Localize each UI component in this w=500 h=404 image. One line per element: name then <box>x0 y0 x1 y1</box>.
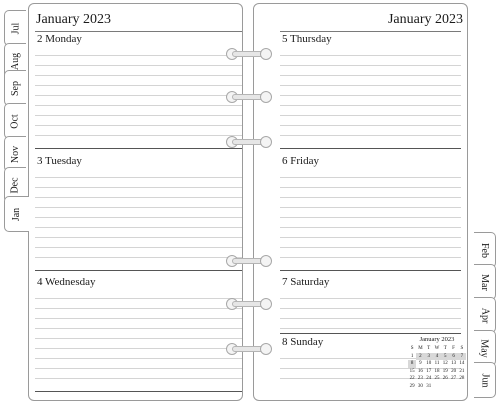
tab-apr[interactable] <box>474 297 496 333</box>
writing-line <box>280 328 461 329</box>
tab-jun[interactable] <box>474 362 496 398</box>
mini-calendar-day: 22 <box>409 376 415 381</box>
mini-calendar-day: 31 <box>426 383 432 389</box>
writing-line <box>280 125 461 126</box>
mini-calendar-day: 26 <box>442 376 448 381</box>
writing-line <box>35 348 242 349</box>
binder-ring-icon <box>226 343 272 355</box>
tab-feb[interactable] <box>474 232 496 268</box>
writing-line <box>280 247 461 248</box>
mini-calendar-day: 14 <box>459 361 465 366</box>
writing-line <box>35 95 242 96</box>
binder-ring-icon <box>226 91 272 103</box>
tab-label: Dec <box>9 176 21 194</box>
tab-jan[interactable] <box>4 196 29 232</box>
writing-line <box>280 105 461 106</box>
page-title: January 2023 <box>387 12 463 27</box>
mini-calendar-day: 27 <box>451 376 457 381</box>
day-label: 3 Tuesday <box>37 155 82 167</box>
day-label: 6 Friday <box>282 155 319 167</box>
mini-calendar-weekday: F <box>452 346 455 351</box>
writing-line <box>35 135 242 136</box>
mini-calendar-day: 5 <box>441 353 449 361</box>
mini-calendar-title: January 2023 <box>419 336 455 343</box>
left-planner-page <box>28 3 243 401</box>
mini-calendar-day: 3 <box>425 353 433 361</box>
writing-line <box>35 308 242 309</box>
day-divider <box>35 391 242 392</box>
day-block-thursday[interactable] <box>280 31 461 149</box>
writing-line <box>35 318 242 319</box>
mini-calendar-day: 18 <box>434 368 440 374</box>
binder-ring-icon <box>226 136 272 148</box>
day-block-friday[interactable] <box>280 153 461 271</box>
writing-line <box>280 298 461 299</box>
writing-line <box>280 135 461 136</box>
tab-label: Oct <box>9 113 21 129</box>
mini-calendar-weekday: S <box>410 346 414 351</box>
writing-line <box>35 368 242 369</box>
writing-line <box>35 105 242 106</box>
writing-line <box>280 95 461 96</box>
writing-line <box>280 187 461 188</box>
mini-calendar-weekday: W <box>434 346 440 351</box>
writing-line <box>35 197 242 198</box>
mini-calendar-day: 15 <box>409 368 415 374</box>
writing-line <box>35 247 242 248</box>
day-label: 2 Monday <box>37 33 82 45</box>
day-divider <box>35 148 242 149</box>
writing-line <box>35 187 242 188</box>
writing-line <box>280 197 461 198</box>
mini-calendar-day: 17 <box>426 368 432 374</box>
mini-calendar-day <box>433 383 441 391</box>
writing-line <box>280 217 461 218</box>
mini-calendar-day: 29 <box>409 383 415 389</box>
writing-line <box>35 125 242 126</box>
binder-ring-icon <box>226 298 272 310</box>
mini-calendar-day: 16 <box>417 368 423 374</box>
writing-line <box>35 237 242 238</box>
mini-calendar-day <box>449 383 457 391</box>
page-title: January 2023 <box>36 12 112 27</box>
binder-ring-icon <box>226 48 272 60</box>
day-divider <box>280 148 461 149</box>
day-label: 4 Wednesday <box>37 276 96 288</box>
writing-line <box>35 338 242 339</box>
binder-ring-icon <box>226 255 272 267</box>
writing-line <box>35 298 242 299</box>
mini-calendar-day: 23 <box>417 376 423 381</box>
mini-calendar-day: 10 <box>426 361 432 366</box>
writing-line <box>35 257 242 258</box>
mini-calendar-weekday: S <box>460 346 464 351</box>
day-block-monday[interactable] <box>35 31 242 149</box>
writing-line <box>35 328 242 329</box>
writing-line <box>35 55 242 56</box>
writing-line <box>280 257 461 258</box>
writing-line <box>280 318 461 319</box>
mini-calendar-day: 11 <box>434 361 440 366</box>
tab-label: Feb <box>479 242 490 258</box>
tab-label: Nov <box>9 145 21 163</box>
mini-calendar-day: 6 <box>449 353 457 361</box>
mini-calendar-day: 7 <box>458 353 466 361</box>
tab-label: Jul <box>9 22 21 34</box>
mini-calendar-day: 20 <box>451 368 457 374</box>
mini-calendar <box>408 336 466 390</box>
mini-calendar-day: 1 <box>410 353 414 359</box>
day-block-wednesday[interactable] <box>35 274 242 392</box>
writing-line <box>280 237 461 238</box>
writing-line <box>280 115 461 116</box>
day-label: 8 Sunday <box>282 336 324 348</box>
mini-calendar-day: 9 <box>419 361 422 366</box>
day-label: 5 Thursday <box>282 33 332 45</box>
writing-line <box>35 115 242 116</box>
mini-calendar-day: 30 <box>417 383 423 389</box>
mini-calendar-day: 13 <box>451 361 457 366</box>
tab-mar[interactable] <box>474 264 496 300</box>
writing-line <box>35 85 242 86</box>
day-divider <box>280 270 461 271</box>
mini-calendar-day: 12 <box>442 361 448 366</box>
mini-calendar-day: 8 <box>408 360 416 368</box>
tab-label: May <box>479 338 490 358</box>
writing-line <box>280 227 461 228</box>
mini-calendar-weekday: T <box>427 346 431 351</box>
writing-line <box>35 217 242 218</box>
writing-line <box>35 358 242 359</box>
tab-label: Aug <box>9 52 21 70</box>
tab-label: Apr <box>479 307 490 323</box>
mini-calendar-day <box>458 383 466 391</box>
writing-line <box>35 378 242 379</box>
day-block-tuesday[interactable] <box>35 153 242 271</box>
mini-calendar-day: 21 <box>459 368 465 374</box>
writing-line <box>280 65 461 66</box>
writing-line <box>35 227 242 228</box>
tab-may[interactable] <box>474 330 496 366</box>
mini-calendar-weekday: T <box>443 346 447 351</box>
writing-line <box>280 85 461 86</box>
mini-calendar-day: 28 <box>459 376 465 381</box>
tab-jul[interactable] <box>4 10 26 46</box>
writing-line <box>280 308 461 309</box>
mini-calendar-weekday: M <box>418 346 423 351</box>
writing-line <box>35 207 242 208</box>
writing-line <box>280 177 461 178</box>
writing-line <box>35 65 242 66</box>
mini-calendar-day: 24 <box>426 376 432 381</box>
tab-label: Mar <box>478 273 490 291</box>
tab-label: Jan <box>11 207 23 221</box>
mini-calendar-day: 19 <box>442 368 448 374</box>
writing-line <box>280 75 461 76</box>
tab-label: Sep <box>10 80 21 96</box>
tab-oct[interactable] <box>4 103 26 139</box>
mini-calendar-grid <box>408 345 466 390</box>
tab-sep[interactable] <box>4 70 26 106</box>
tab-label: Jun <box>479 373 490 387</box>
mini-calendar-day: 2 <box>416 353 424 361</box>
day-label: 7 Saturday <box>282 276 330 288</box>
writing-line <box>280 207 461 208</box>
mini-calendar-day: 25 <box>434 376 440 381</box>
writing-line <box>35 75 242 76</box>
day-block-saturday[interactable] <box>280 274 461 334</box>
mini-calendar-day <box>441 383 449 391</box>
writing-line <box>35 177 242 178</box>
mini-calendar-day: 4 <box>433 353 441 361</box>
writing-line <box>280 55 461 56</box>
day-divider <box>35 270 242 271</box>
